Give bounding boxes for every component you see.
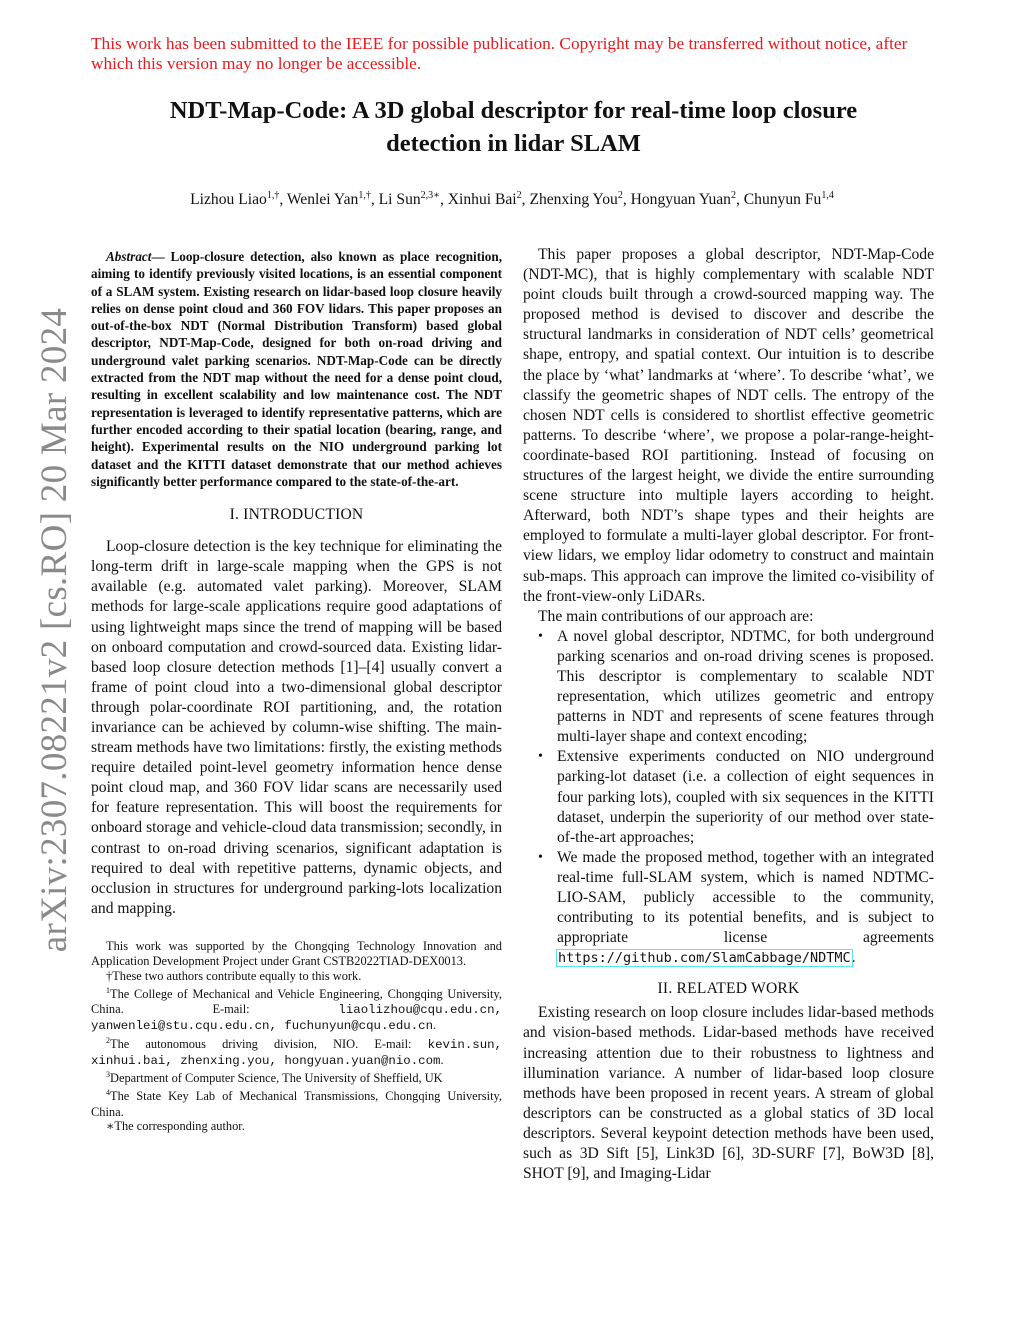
contributions-list: [523, 627, 934, 969]
author: Zhenxing You$^2$,: [529, 190, 631, 209]
bullet-icon: •: [538, 749, 543, 765]
intro-continued-paragraph: This paper proposes a global descriptor, NDT-Map-Code (NDT-MC), that is highly complementary with scalable NDT point clouds built through a crowd-sourced mapping way. The proposed method is devised to discover and describe the structural landmarks in consideration of NDT cells’ geometrical shape, entropy, and spatial context. Our intuition is to describe the place by ‘what’ landmarks at ‘where’. To describe ‘what’, we classify the geometric shapes of NDT cells. The entropy of the chosen NDT cells is considered to shortlist effective geometric patterns. To describe ‘where’, we propose a polar-range-height-coordinate-based ROI partitioning. Instead of focusing on structures of the largest height, we divide the entire surrounding scene structure into multiple layers according to height. Afterward, both NDT’s shape types and their heights are employed to formulate a multi-layer global descriptor. For front-view lidars, we employ lidar odometry to construct and maintain sub-maps. This approach can improve the limited co-visibility of the front-view-only LiDARs.: [523, 246, 934, 605]
abstract-label: Abstract: [106, 249, 152, 264]
github-repository-link[interactable]: https://github.com/SlamCabbage/NDTMC: [558, 950, 851, 967]
author: Lizhou Liao$^{1,\dagger}$,: [190, 190, 287, 209]
author-list: [70, 185, 954, 211]
footnote-affiliation-4: $^4$The State Key Lab of Mechanical Transmissions, Chongqing University, China.: [91, 1088, 502, 1119]
footnote-affiliation-3: $^3$Department of Computer Science, The University of Sheffield, UK: [106, 1070, 443, 1086]
list-item: • A novel global descriptor, NDTMC, for both underground parking scenarios and on-road driving scenes is proposed. This descriptor is complementary to scalable NDT representation, which utilizes geometric and entropy patterns in NDT and represents of scene features through multi-layer shape and context encoding;: [538, 627, 934, 746]
footnote-funding: This work was supported by the Chongqing Technology Innovation and Application Development Project under Grant CSTB2022TIAD-DEX0013.: [91, 938, 502, 968]
abstract-text: — Loop-closure detection, also known as place recognition, aiming to identify previously visited locations, is an essential component of a SLAM system. Existing research on lidar-based loop closure heavily relies on dense point cloud and 360 FOV lidars. This paper proposes an out-of-the-box NDT (Normal Distribution Transform) based global descriptor, NDT-Map-Code, designed for both on-road driving and underground valet parking scenarios. NDT-Map-Code can be directly extracted from the NDT map without the need for a dense point cloud, resulting in excellent scalability and low maintenance cost. The NDT representation is leveraged to identify representative patterns, which are further encoded according to their spatial location (bearing, range, and height). Experimental results on the NIO underground parking lot dataset and the KITTI dataset demonstrate that our method achieves significantly better performance compared to the state-of-the-art.: [91, 249, 502, 489]
section-heading-related-work: II. RELATED WORK: [657, 980, 800, 998]
footnote-affiliation-2: $^2$The autonomous driving division, NIO. E-mail: kevin.sun, xinhui.bai, zhenxing.you, hongyuan.yuan@nio.com.: [91, 1035, 502, 1068]
list-item: • Extensive experiments conducted on NIO underground parking-lot dataset (i.e. a collection of eight sequences in four parking lots), coupled with six sequences in the KITTI dataset, underpin the superiority of our method over state-of-the-art approaches;: [538, 748, 934, 846]
footnote-equal-contribution: †These two authors contribute equally to this work.: [106, 968, 362, 983]
arxiv-identifier-stamp: arXiv:2307.08221v2 [cs.RO] 20 Mar 2024: [34, 307, 75, 953]
affiliation-1-emails: liaolizhou@cqu.edu.cn, yanwenlei@stu.cqu.edu.cn, fuchunyun@cqu.edu.cn: [91, 1002, 502, 1033]
paper-title: [91, 94, 936, 160]
contributions-intro: The main contributions of our approach are:: [538, 607, 814, 625]
left-column: [91, 248, 502, 1134]
bullet-icon: •: [538, 849, 543, 865]
introduction-paragraph: Loop-closure detection is the key technique for eliminating the long-term drift in large-scale mapping when the GPS is not available (e.g. automated valet parking). Moreover, SLAM methods for large-scale applications require good adaptations of using lightweight maps since the trend of mapping will be based on onboard computation and crowd-sourced data. Existing lidar-based loop closure detection methods [1]–[4] usually convert a frame of point cloud into a two-dimensional global descriptor through polar-coordinate ROI partitioning, and, the rotation invariance can be achieved by column-wise shifting. The main-stream methods have two limitations: firstly, the existing methods require detailed point-level geometry information hence dense point cloud map, and 360 FOV lidar scans are necessarily used for feature representation. This will boost the requirements for onboard storage and vehicle-cloud data transmission; secondly, in contrast to on-road driving scenarios, significant adaptation is required to deal with repetitive patterns, dynamic objects, and occlusion in structures for underground parking-lots localization and mapping.: [91, 538, 502, 917]
footnote-affiliation-1: $^1$The College of Mechanical and Vehicle Engineering, Chongqing University, China. E-mail: liaolizhou@cqu.edu.cn, yanwenlei@stu.cqu.edu.cn, fuchunyun@cqu.edu.cn.: [91, 985, 502, 1033]
list-item: • We made the proposed method, together with an integrated real-time full-SLAM system, which is named NDTMC-LIO-SAM, publicly accessible to the community, contributing to its potential benefits, and is subject to appropriate license agreements https://github.com/SlamCabbage/NDTMC.: [538, 848, 934, 967]
footnotes: [91, 939, 502, 1134]
author: Xinhui Bai$^2$,: [447, 190, 530, 209]
author: Hongyuan Yuan$^2$,: [630, 190, 744, 209]
author: Li Sun$^{2,3∗}$,: [378, 190, 448, 209]
ieee-submission-notice: This work has been submitted to the IEEE for possible publication. Copyright may be transferred without notice, after which this version may no longer be accessible.: [91, 34, 908, 73]
paper-title-line-2: detection in lidar SLAM: [386, 130, 641, 157]
related-work-paragraph: Existing research on loop closure includes lidar-based methods and vision-based methods. Lidar-based methods have received increasing attention due to their robustness to lightness and illumination variance. A number of lidar-based loop closure methods have been proposed in recent years. A stream of global descriptors can be constructed as a global statics of 3D local descriptors. Several keypoint detection methods have been used, such as 3D Sift [5], Link3D [6], 3D-SURF [7], BoW3D [8], SHOT [9], and Imaging-Lidar: [523, 1004, 934, 1183]
paper-title-line-1: NDT-Map-Code: A 3D global descriptor for real-time loop closure: [169, 97, 858, 124]
author: Chunyun Fu$^{1,4}$: [743, 190, 834, 209]
section-heading-introduction: I. INTRODUCTION: [229, 506, 364, 524]
bullet-icon: •: [538, 628, 543, 644]
footnote-corresponding-author: ∗The corresponding author.: [106, 1119, 245, 1134]
affiliation-2-emails: kevin.sun, xinhui.bai, zhenxing.you, hongyuan.yuan@nio.com: [91, 1037, 502, 1068]
author: Wenlei Yan$^{1,\dagger}$,: [286, 190, 379, 209]
abstract: [91, 248, 502, 490]
right-column: [523, 245, 934, 1184]
